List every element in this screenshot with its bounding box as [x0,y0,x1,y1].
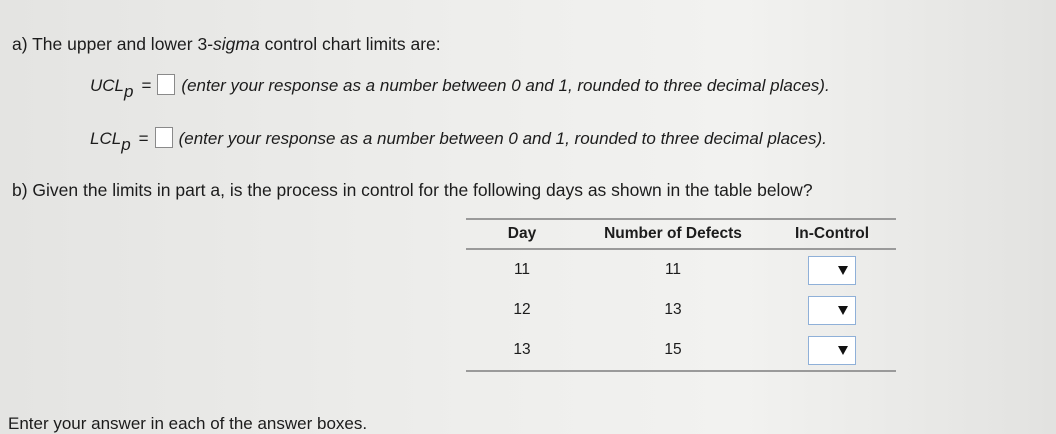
day-cell: 11 [513,261,531,278]
ucl-row [90,74,830,102]
ucl-label [90,76,134,101]
part-b-question: b) Given the limits in part a, is the process in control for the following days as shown in the table below? [12,180,813,200]
lcl-label [90,129,131,154]
dropdown-arrow-icon [838,306,848,315]
in-control-dropdown[interactable] [808,256,856,285]
lcl-symbol: LCL [90,129,122,148]
ucl-answer-input[interactable] [157,74,175,95]
lcl-subscript: p [121,135,131,154]
day-cell: 13 [466,330,578,371]
part-a-question [12,34,441,55]
dropdown-arrow-icon [838,266,848,275]
header-in-control: In-Control [768,219,896,249]
table-header-row [466,219,896,249]
table-row [466,330,896,371]
defects-cell: 13 [664,301,682,318]
ucl-symbol: UCL [90,76,125,95]
ucl-equals: = [141,76,152,95]
part-a-italic-word: sigma [213,34,260,54]
in-control-cell [768,249,896,290]
part-a-suffix: control chart limits are: [259,34,441,54]
ucl-subscript: p [124,82,134,101]
in-control-cell [768,330,896,371]
defects-cell: 15 [578,330,768,371]
day-cell: 12 [513,301,531,318]
lcl-hint: (enter your response as a number between 0 and 1, rounded to three decimal places). [178,129,827,148]
lcl-row [90,127,827,155]
lcl-equals: = [138,129,149,148]
header-defects: Number of Defects [578,219,768,249]
defects-table [466,218,896,372]
in-control-dropdown[interactable] [808,336,856,365]
in-control-dropdown[interactable] [808,296,856,325]
dropdown-arrow-icon [838,346,848,355]
table-row [466,249,896,290]
part-a-prefix: a) The upper and lower 3- [12,34,214,54]
header-day: Day [466,219,578,249]
table-row [466,290,896,330]
ucl-hint: (enter your response as a number between 0 and 1, rounded to three decimal places). [181,76,830,95]
lcl-answer-input[interactable] [155,127,173,148]
defects-cell: 11 [664,261,682,278]
footer-instruction: Enter your answer in each of the answer boxes. [8,414,368,433]
in-control-cell [768,290,896,330]
